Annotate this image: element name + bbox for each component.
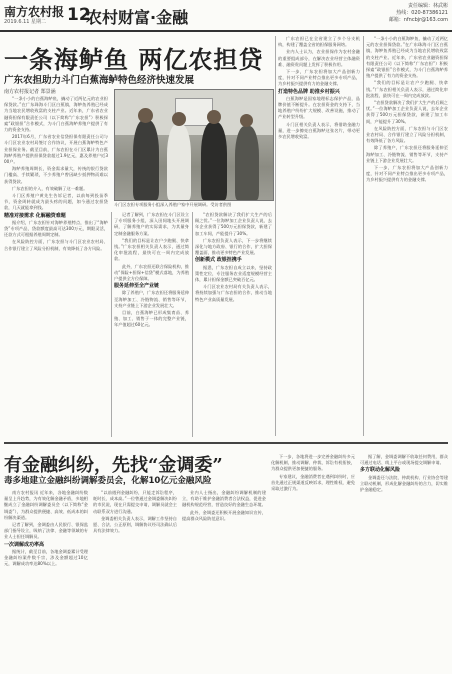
section-divider: [4, 442, 448, 444]
paragraph: 在风险防控方面，广东农担与斗门区农业农村局、合作银行建立了风险分担机制，有效降低了各方风险。: [4, 239, 108, 251]
subheading: 服务延伸至全产业链: [114, 283, 160, 290]
photo-caption: 斗门区农担专项服务小组深入养殖户家中开展调研。受访者供图: [114, 202, 232, 207]
paragraph: 记者了解到，广东农担在斗门区设立了专项服务小组，深入田间地头开展调研，了解养殖户的实际需求，为其量身定制金融服务方案。: [114, 212, 189, 236]
paragraph: 据介绍，广东农担针对海鲈养殖特点，推出了“海鲈贷”专项产品，贷款额度最高可达300万元，期限灵活，还款方式可根据养殖周期定制。: [4, 219, 108, 238]
person-head: [138, 108, 153, 123]
paragraph: 2017年6月，广东省农业信贷担保有限责任公司与斗门区农业农村局签订合作协议，开展白蕉海鲈特色产业担保业务。截至目前，广东农担在斗门区累计为白蕉海鲈养殖户提供担保贷款超过1.9亿元，惠及养殖户近300户。: [4, 134, 108, 165]
person-figure: [201, 122, 227, 200]
hotline: 热线：020-87386121: [396, 10, 448, 16]
subheading: 打造特色品牌 助推乡村振兴: [278, 88, 340, 95]
paragraph: 记者了解到，金调委由人民银行、银保监部门指导设立，吸纳了法律、金融等领域的专业人士担任调解员。: [4, 522, 88, 540]
editor-info: [389, 3, 448, 24]
paragraph: 斗门区养殖户黄先生告诉记者，以前每到投苗季节，资金周转就成为最头疼的问题，如今通过农担贷款，几天就能拿到钱。: [4, 193, 108, 211]
column-rule: [363, 36, 364, 436]
column-rule: [111, 212, 112, 437]
story1-column-5: [366, 36, 448, 436]
paragraph: 专家建议，金融消费者在遇到纠纷时，应首先通过正规渠道反映诉求，理性维权，避免采取过激行为。: [271, 473, 355, 492]
story1-headline: 一条海鲈鱼 两亿农担贷: [4, 45, 264, 74]
page-number: 12: [67, 5, 91, 25]
column-rule: [275, 36, 276, 436]
person-head: [207, 110, 221, 124]
story2-column-4: [271, 454, 355, 670]
person-figure: [133, 120, 159, 200]
paragraph: “一条小小的白蕉海鲈鱼，撬动了近两亿元的农业担保贷款。”在广东珠海斗门区白蕉镇，海鲈鱼养殖已经成为当地农民增收致富的支柱产业。近年来，广东省农业融资担保有限责任公司（以下简称“广东农担”）积极探索“政银担”合作模式，为斗门白蕉海鲈养殖户提供了有力的资金支持。: [4, 96, 108, 133]
paragraph: “我们的目标是让农户少跑腿、快拿钱。”广东农担相关负责人表示，通过简化审批流程，最快可在一周内完成放款。: [366, 80, 448, 98]
paragraph: 据统计，截至目前，各地金调委累计受理金融纠纷案件数千宗，涉及金额超过10亿元，调解成功率达80%以上。: [4, 548, 88, 567]
editor-name: 责任编辑：林武彬: [407, 3, 448, 9]
story1-column-2: [114, 212, 189, 437]
paragraph: 此外，广东农担还联合保险机构，推动“保险+担保+信贷”模式落地，为养殖户提供全方位保障。: [114, 263, 189, 282]
paragraph: 斗门区相关负责人表示，将借助金融力量，进一步擦亮白蕉海鲈这张名片，带动更多农民增收致富。: [278, 121, 360, 140]
story1-column-3: [195, 212, 272, 437]
story2-column-1: [4, 490, 88, 670]
paragraph: 金调委相关负责人表示，调解工作坚持自愿、合法、公正原则，调解协议经司法确认后具有法律效力。: [93, 515, 177, 534]
paragraph: 下一步，各地将进一步完善金融纠纷多元化解机制，推动调解、仲裁、诉讼有机衔接，为群众提供更加便捷的服务。: [271, 454, 355, 472]
issue-date: 2019.6.11 星期二: [4, 19, 47, 25]
person-head: [240, 114, 253, 127]
subheading: 多方联动化解风险: [360, 467, 401, 474]
paragraph: 南方农村报讯 近年来，各地金融纠纷数量呈上升趋势，为有效化解金融矛盾，多地相继成立了金融纠纷调解委员会（以下简称“金调委”），为群众提供便捷、高效、低成本的纠纷解决渠道。: [4, 490, 88, 520]
story1-column-4: [278, 36, 360, 436]
paragraph: 广东农担的介入，有效破解了这一难题。: [12, 185, 88, 191]
paragraph: “一条小小的白蕉海鲈鱼，撬动了近两亿元的农业担保贷款。”在广东珠海斗门区白蕉镇，海鲈鱼养殖已经成为当地农民增收致富的支柱产业。近年来，广东省农业融资担保有限责任公司（以下简称“广东农担”）积极探索“政银担”合作模式，为斗门白蕉海鲈养殖户提供了有力的资金支持。: [366, 36, 448, 79]
paragraph: 在风险防控方面，广东农担与斗门区农业农村局、合作银行建立了风险分担机制，有效降低了各方风险。: [366, 125, 448, 144]
story1-column-1: [4, 96, 108, 436]
paragraph: 广东农担负责人表示，下一步将继续深化与地方政府、银行的合作，扩大担保覆盖面，推动更多特色产业发展。: [195, 237, 272, 256]
paragraph: 据了解，金调委调解不收取任何费用，群众可通过电话、线上平台或现场提交调解申请。: [360, 454, 448, 466]
column-rule: [192, 212, 193, 437]
paragraph: 下一步，广东农担将加大产品创新力度，针对不同产业特点推出更多专项产品，为乡村振兴提供有力的金融支撑。: [366, 165, 448, 183]
paragraph: “农担贷款解决了我们扩大生产的后顾之忧。”一位海鲈加工企业负责人说，去年企业获得了500万元担保贷款，新建了加工车间，产能提升了30%。: [366, 100, 448, 124]
person-head: [172, 112, 186, 126]
paragraph: 白蕉海鲈是国家地理标志保护产品，品牌价值不断提升。在农担资金的支持下，当地养殖户纷纷扩大规模、改善设施，推动了产业转型升级。: [278, 95, 360, 120]
story2-column-3: [182, 490, 266, 670]
story1-byline: 南方农村报记者 郑景涵: [4, 89, 56, 95]
paragraph: 业内人士认为，农业担保作为农村金融的重要组成部分，在解决农业经营主体融资难、融资贵问题上发挥了积极作用。: [278, 49, 360, 67]
news-photo: [114, 89, 274, 201]
paragraph: 金调委还与法院、仲裁机构、行业协会等建立联动机制，形成化解金融纠纷的合力，切实维护金融稳定。: [360, 474, 448, 493]
story2-subhead: 毒多地建立金融纠纷调解委员会，化解10亿元金融风险: [4, 476, 212, 486]
paragraph: 海鲈养殖周期长，资金需求量大，传统的银行贷款门槛高、手续繁琐，不少养殖户曾因缺少抵押物而难以获得贷款。: [4, 166, 108, 184]
paragraph: 斗门区农业农村局有关负责人表示，将持续加强与广东农担的合作，推动当地特色产业高质量发展。: [195, 284, 272, 302]
paragraph: 除了养殖户，广东农担还将服务延伸至海鲈加工、冷链物流、销售等环节，支持产业链上下游企业发展壮大。: [366, 145, 448, 163]
paragraph: 除了养殖户，广东农担还将服务延伸至海鲈加工、冷链物流、销售等环节，支持产业链上下游企业发展壮大。: [114, 290, 189, 308]
person-figure: [167, 124, 191, 200]
page-header: [0, 0, 452, 32]
story2-headline: 有金融纠纷，先找“金调委”: [4, 455, 223, 476]
paragraph: 业内人士指出，金融纠纷调解机制的建立，有助于维护金融消费者合法权益，促进金融机构规范经营，营造良好的金融生态环境。: [182, 490, 266, 508]
newspaper-name: 南方农村报: [4, 5, 65, 19]
story2-column-5: [360, 454, 448, 670]
paragraph: “农担贷款解决了我们扩大生产的后顾之忧。”一位海鲈加工企业负责人说，去年企业获得了500万元担保贷款，新建了加工车间，产能提升了30%。: [195, 212, 272, 236]
email: 邮箱：nfncbjr@163.com: [388, 17, 448, 23]
paragraph: 此外，金调委还积极开展金融知识宣传，提高群众风险防范意识。: [182, 509, 266, 521]
story2-column-2: [93, 490, 177, 670]
story1-subhead: 广东农担助力斗门白蕉海鲈特色经济快速发展: [4, 75, 195, 86]
section-title: 农村财富·金融: [86, 8, 189, 27]
subheading: 创新模式 政银担携手: [195, 257, 242, 264]
person-figure: [235, 126, 259, 200]
paragraph: “我们的目标是让农户少跑腿、快拿钱。”广东农担相关负责人表示，通过简化审批流程，最快可在一周内完成放款。: [114, 237, 189, 262]
paragraph: 广东农担已在全省建立了多个分支机构，构建了覆盖全省的担保服务网络。: [278, 36, 360, 48]
paragraph: 目前，白蕉海鲈已形成集育苗、养殖、加工、销售于一体的完整产业链，年产值超过60亿元。: [114, 310, 189, 328]
subheading: 一次调解成功率高: [4, 541, 45, 548]
paragraph: “以前遇到金融纠纷，只能走诉讼程序，耗时长、成本高。”一位曾通过金调委解决纠纷的市民说，现在只需提交申请，调解员就会主动联系双方进行沟通。: [93, 490, 177, 514]
paragraph: 下一步，广东农担将加大产品创新力度，针对不同产业特点推出更多专项产品，为乡村振兴提供有力的金融支撑。: [278, 69, 360, 87]
paragraph: 据悉，广东农担自成立以来，坚持政策性定位，专注服务农业适度规模经营主体，累计担保金额已突破百亿元。: [195, 264, 272, 283]
subheading: 精准对接需求 化解融资难题: [4, 212, 66, 219]
